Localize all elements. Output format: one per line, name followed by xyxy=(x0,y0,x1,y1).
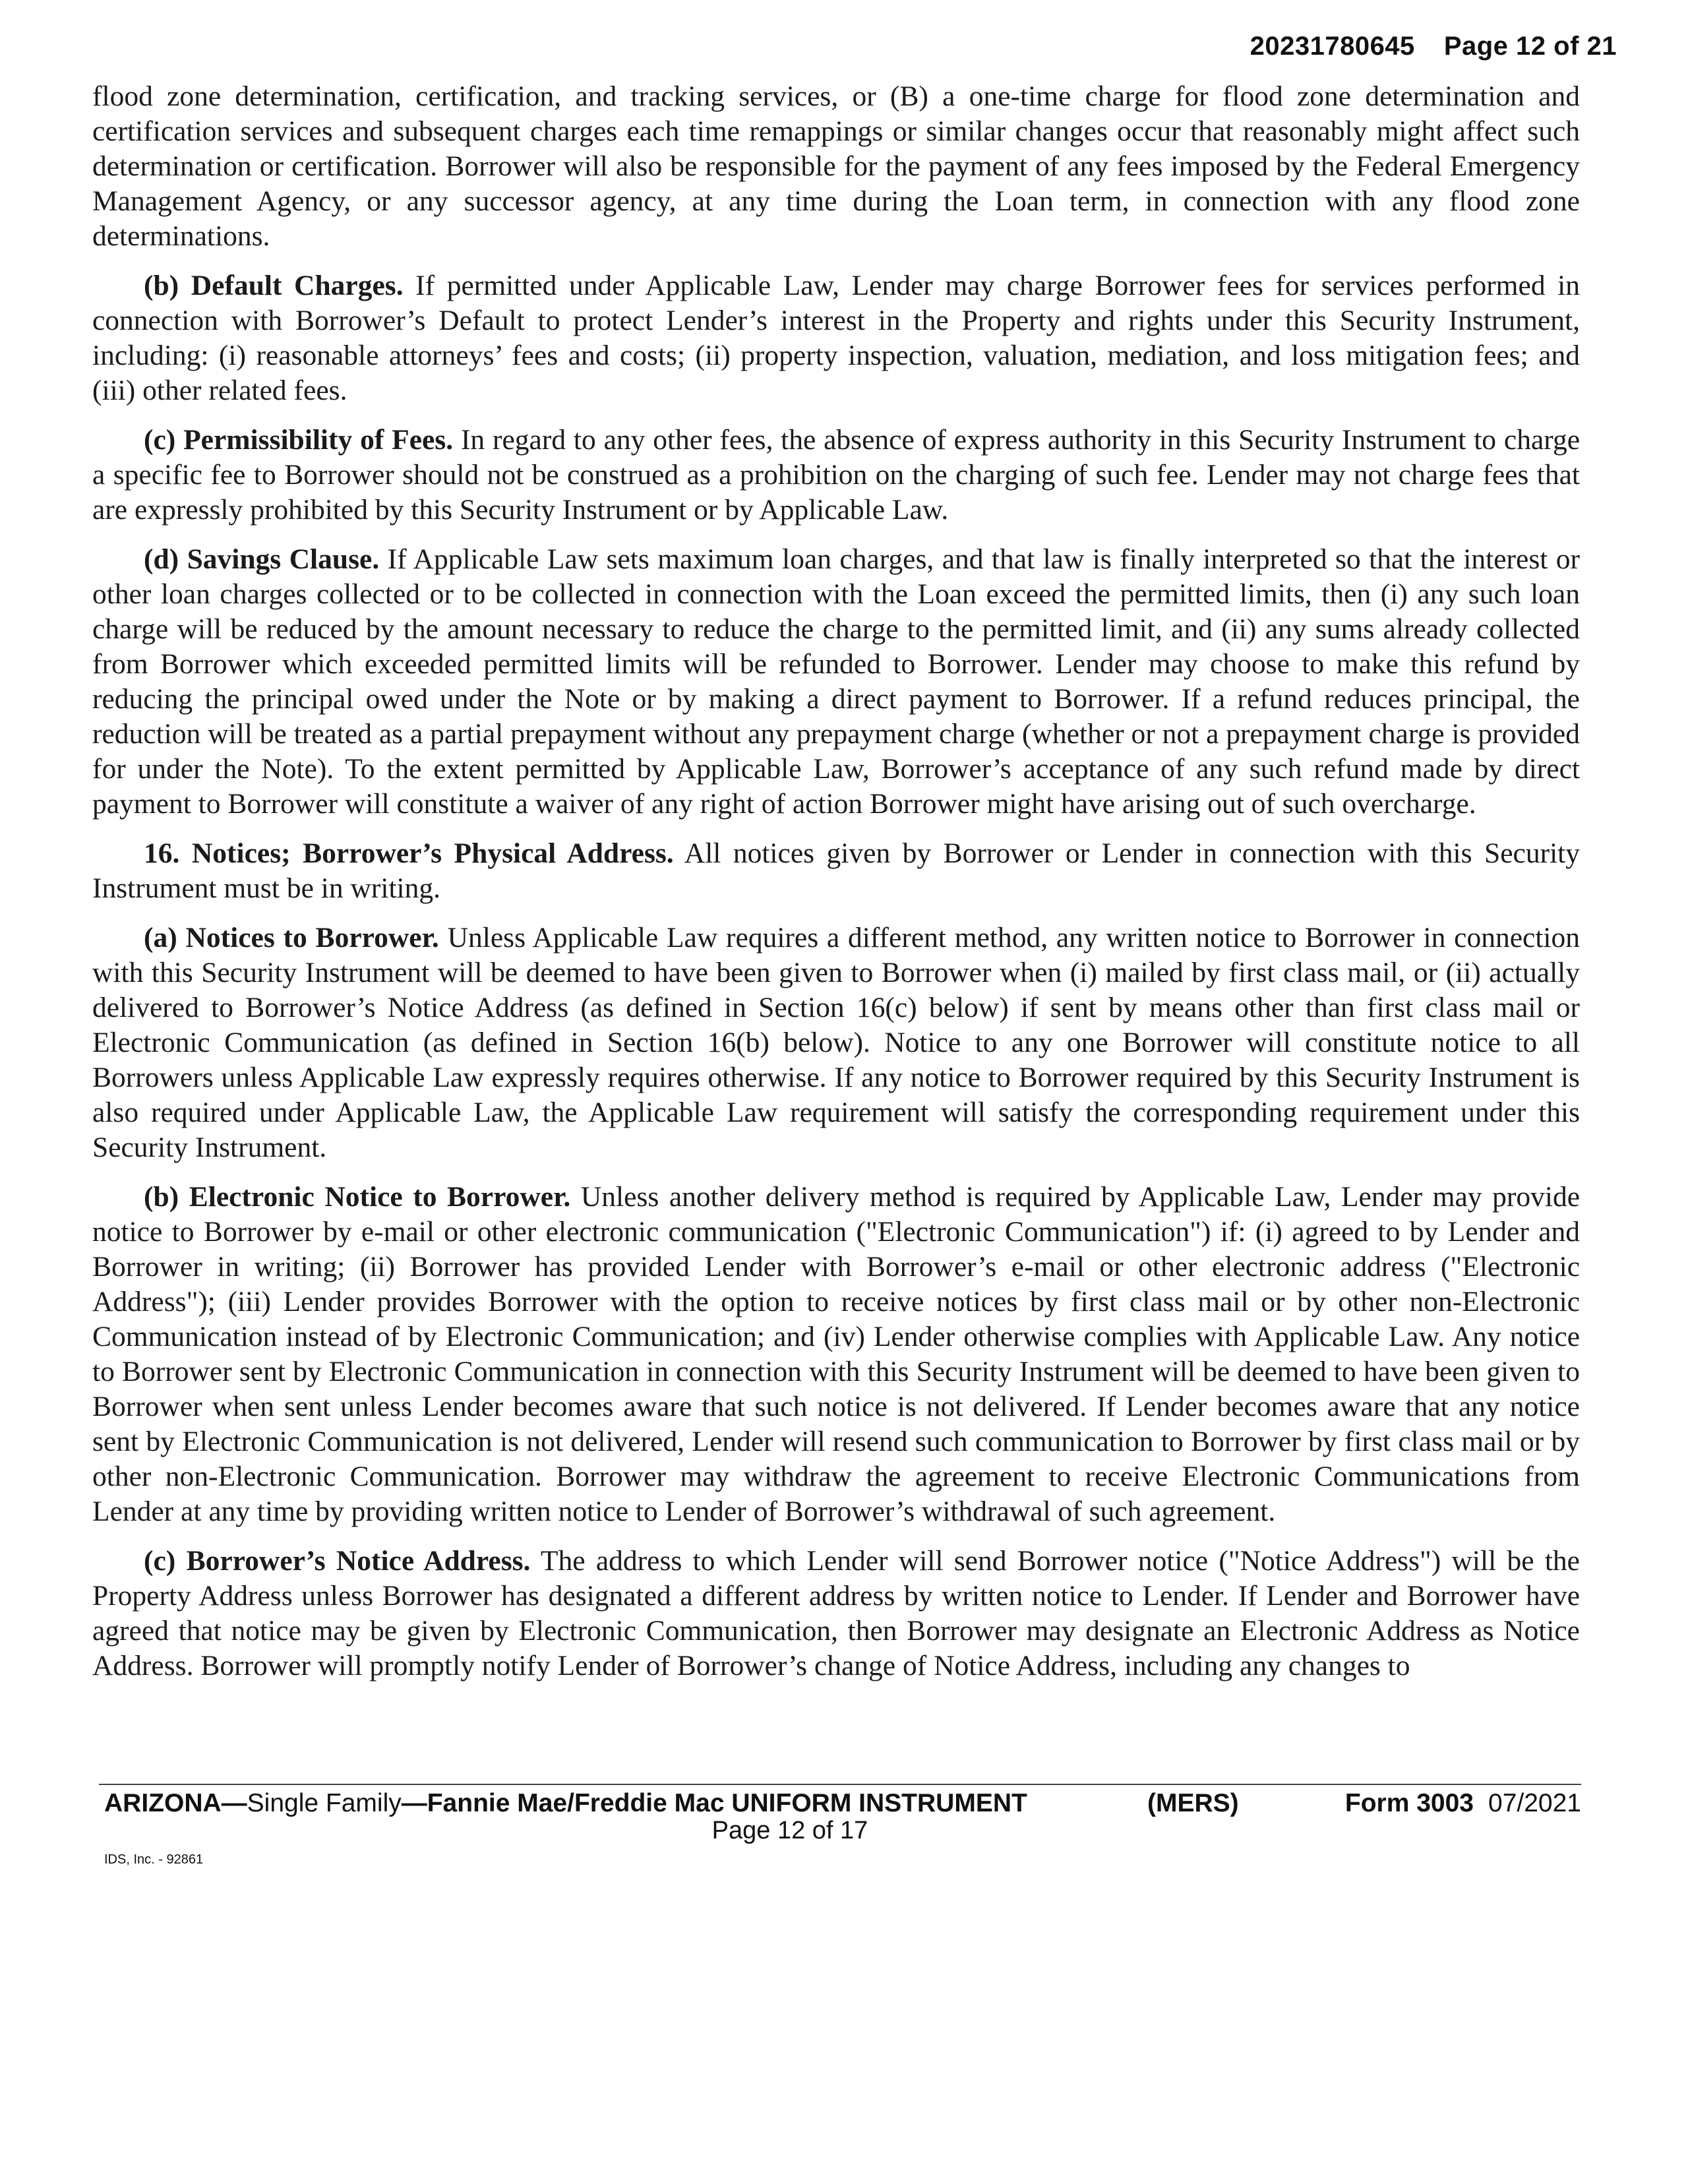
footer-vendor: IDS, Inc. - 92861 xyxy=(104,1852,204,1867)
footer-divider xyxy=(99,1784,1581,1785)
paragraph-flood-zone-continuation xyxy=(92,79,1580,254)
footer-form-number: Form 3003 xyxy=(1344,1789,1474,1817)
footer-instrument: Fannie Mae/Freddie Mac UNIFORM INSTRUMENT xyxy=(427,1789,1027,1817)
paragraph-text: All notices given by Borrower or Lender in connection with this Security Instrument must be in writing. xyxy=(92,837,1580,904)
paragraph-savings-clause xyxy=(92,542,1580,822)
footer-dash: — xyxy=(401,1789,427,1817)
paragraph-heading: (c) Borrower’s Notice Address. xyxy=(144,1545,531,1577)
footer-form-date: 07/2021 xyxy=(1488,1789,1581,1817)
paragraph-electronic-notice xyxy=(92,1180,1580,1529)
paragraph-text: Unless another delivery method is required by Applicable Law, Lender may provide notice to Borrower by e-mail or other electronic communication ("Electronic Communication") if: (i) agreed to by Lender and Borrower in writing; (ii) Borrower has provided Lender with Borrower’s e-mail or other electronic address ("Electronic Address"); (iii) Lender provides Borrower with the option to receive notices by first class mail or by other non-Electronic Communication instead of by Electronic Communication; and (iv) Lender otherwise complies with Applicable Law. Any notice to Borrower sent by Electronic Communication in connection with this Security Instrument will be deemed to have been given to Borrower when sent unless Lender becomes aware that such notice is not delivered. If Lender becomes aware that any notice sent by Electronic Communication is not delivered, Lender will resend such communication to Borrower by first class mail or by other non-Electronic Communication. Borrower may withdraw the agreement to receive Electronic Communications from Lender at any time by providing written notice to Lender of Borrower’s withdrawal of such agreement. xyxy=(92,1181,1580,1527)
footer-mers: (MERS) xyxy=(1147,1789,1239,1817)
paragraph-notices-to-borrower xyxy=(92,921,1580,1165)
page-footer xyxy=(104,1789,1581,1867)
recording-number: 20231780645 xyxy=(1250,32,1415,61)
paragraph-text: flood zone determination, certification, and tracking services, or (B) a one-time charge for flood zone determination and certification services and subsequent charges each time remappings or similar changes occur that reasonably might affect such determination or certification. Borrower will also be responsible for the payment of any fees imposed by the Federal Emergency Management Agency, or any successor agency, at any time during the Loan term, in connection with any flood zone determinations. xyxy=(92,80,1580,252)
paragraph-permissibility-of-fees xyxy=(92,423,1580,528)
document-body xyxy=(92,79,1580,1698)
paragraph-default-charges xyxy=(92,268,1580,408)
footer-dash: — xyxy=(221,1789,247,1817)
paragraph-text: If Applicable Law sets maximum loan charges, and that law is finally interpreted so that the interest or other loan charges collected or to be collected in connection with the Loan exceed the permitted limits, then (i) any such loan charge will be reduced by the amount necessary to reduce the charge to the permitted limit, and (ii) any sums already collected from Borrower which exceeded permitted limits will be refunded to Borrower. Lender may choose to make this refund by reducing the principal owed under the Note or by making a direct payment to Borrower. If a refund reduces principal, the reduction will be treated as a partial prepayment without any prepayment charge (whether or not a prepayment charge is provided for under the Note). To the extent permitted by Applicable Law, Borrower’s acceptance of any such refund made by direct payment to Borrower will constitute a waiver of any right of action Borrower might have arising out of such overcharge. xyxy=(92,543,1580,820)
paragraph-text: In regard to any other fees, the absence of express authority in this Security Instrument to charge a specific fee to Borrower should not be construed as a prohibition on the charging of such fee. Lender may not charge fees that are expressly prohibited by this Security Instrument or by Applicable Law. xyxy=(92,424,1581,526)
footer-form-id xyxy=(1345,1789,1581,1818)
paragraph-text: If permitted under Applicable Law, Lender may charge Borrower fees for services performed in connection with Borrower’s Default to protect Lender’s interest in the Property and rights under this Security Instrument, including: (i) reasonable attorneys’ fees and costs; (ii) property inspection, valuation, mediation, and loss mitigation fees; and (iii) other related fees. xyxy=(92,270,1580,406)
section-heading: 16. Notices; Borrower’s Physical Address. xyxy=(144,837,674,869)
recording-page-label: Page 12 of 21 xyxy=(1443,32,1617,61)
footer-state: ARIZONA xyxy=(104,1789,222,1817)
footer-family: Single Family xyxy=(247,1789,402,1817)
recording-header xyxy=(1250,32,1617,61)
section-16-notices xyxy=(92,836,1580,906)
paragraph-heading: (d) Savings Clause. xyxy=(144,543,380,575)
paragraph-heading: (a) Notices to Borrower. xyxy=(144,922,439,954)
paragraph-text: The address to which Lender will send Borrower notice ("Notice Address") will be the Property Address unless Borrower has designated a different address by written notice to Lender. If Lender and Borrower have agreed that notice may be given by Electronic Communication, then Borrower may designate an Electronic Address as Notice Address. Borrower will promptly notify Lender of Borrower’s change of Notice Address, including any changes to xyxy=(92,1545,1580,1682)
paragraph-heading: (b) Electronic Notice to Borrower. xyxy=(144,1181,571,1213)
paragraph-borrower-notice-address xyxy=(92,1544,1580,1684)
footer-page-number: Page 12 of 17 xyxy=(711,1817,868,1844)
paragraph-text: Unless Applicable Law requires a different method, any written notice to Borrower in connection with this Security Instrument will be deemed to have been given to Borrower when (i) mailed by first class mail, or (ii) actually delivered to Borrower’s Notice Address (as defined in Section 16(c) below) if sent by means other than first class mail or Electronic Communication (as defined in Section 16(b) below). Notice to any one Borrower will constitute notice to all Borrowers unless Applicable Law expressly requires otherwise. If any notice to Borrower required by this Security Instrument is also required under Applicable Law, the Applicable Law requirement will satisfy the corresponding requirement under this Security Instrument. xyxy=(92,922,1580,1163)
paragraph-heading: (b) Default Charges. xyxy=(144,270,404,301)
paragraph-heading: (c) Permissibility of Fees. xyxy=(144,424,454,456)
footer-form-title xyxy=(104,1789,1027,1818)
